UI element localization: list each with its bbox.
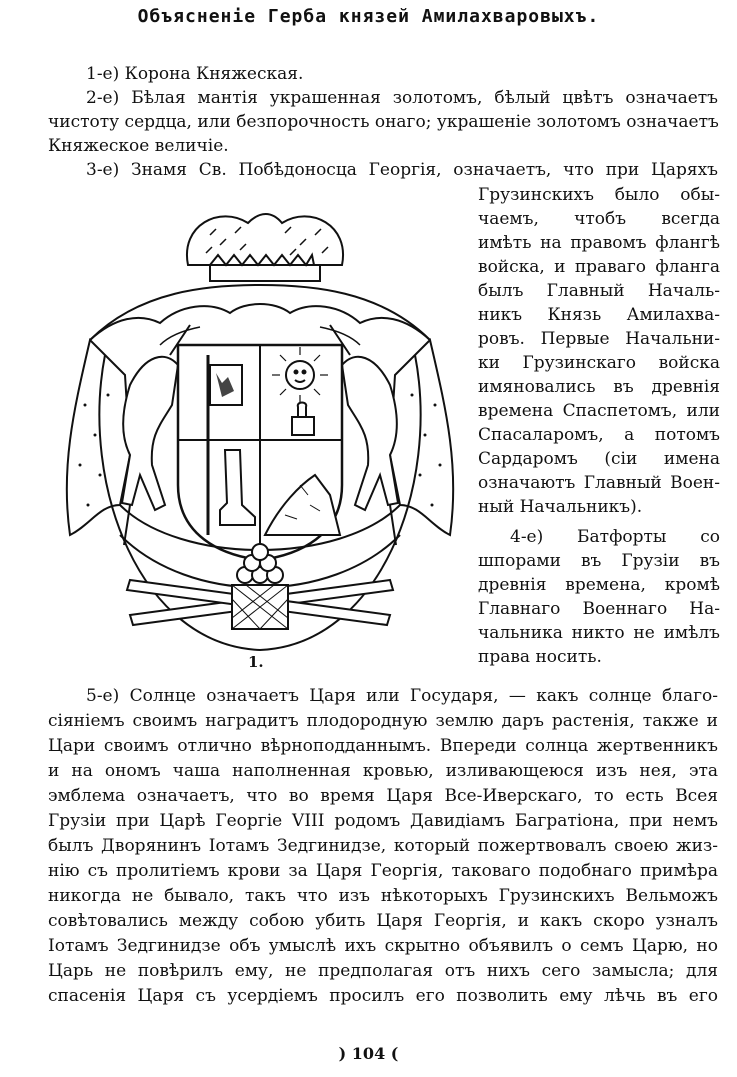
text-line: совѣтовались между собою убить Царя Георгія, и какъ скоро узналъ	[48, 911, 718, 931]
column-line: древнія времена, кромѣ	[478, 575, 720, 595]
text-line: нію съ пролитіемъ крови за Царя Георгія, таковаго подобнаго примѣра	[48, 861, 718, 881]
text-line: спасенія Царя съ усердіемъ просилъ его позволить ему лѣчь въ его	[48, 986, 718, 1006]
column-line: Грузинскихъ было обы-	[478, 185, 720, 205]
column-line: имяновались въ древнія	[478, 377, 720, 397]
column-line: ровъ. Первые Начальни-	[478, 329, 720, 349]
text-line: эмблема означаетъ, что во время Царя Все-Иверскаго, то есть Всея	[48, 786, 718, 806]
column-line: права носить.	[478, 647, 602, 667]
sun-icon	[286, 361, 314, 389]
text-line: и на ономъ чаша наполненная кровью, изливающеюся изъ нея, эта	[48, 761, 718, 781]
text-line: сіяніемъ своимъ наградитъ плодородную землю даръ растенія, также и	[48, 711, 718, 731]
text-line: Грузіи при Царѣ Георгіе VIII родомъ Давидіамъ Багратіона, при немъ	[48, 811, 718, 831]
column-line: Главнаго Военнаго На-	[478, 599, 720, 619]
column-line: чаемъ, чтобъ всегда	[478, 209, 720, 229]
column-line: ный Начальникъ).	[478, 497, 643, 517]
text-line: никогда не бывало, такъ что изъ нѣкоторыхъ Грузинскихъ Вельможъ	[48, 886, 718, 906]
figure-caption: 1.	[248, 653, 264, 671]
text-line: 2-е) Бѣлая мантія украшенная золотомъ, бѣлый цвѣтъ означаетъ	[86, 88, 718, 108]
column-line: Спасаларомъ, а потомъ	[478, 425, 720, 445]
column-line: чальника никто не имѣлъ	[478, 623, 720, 643]
text-line: Іотамъ Зедгинидзе объ умыслѣ ихъ скрытно объявилъ о семъ Царю, но	[48, 936, 718, 956]
right-unicorn-icon	[342, 357, 398, 510]
column-line: ки Грузинскаго войска	[478, 353, 720, 373]
left-unicorn-icon	[122, 357, 178, 510]
column-line: Сардаромъ (сіи имена	[478, 449, 720, 469]
coat-of-arms-illustration	[60, 205, 460, 660]
text-line: Цари своимъ отлично вѣрноподданнымъ. Впереди солнца жертвенникъ	[48, 736, 718, 756]
column-line: имѣть на правомъ флангѣ	[478, 233, 720, 253]
text-line: Княжеское величіе.	[48, 136, 229, 156]
column-line: никъ Князь Амилахва-	[478, 305, 720, 325]
column-line: означаютъ Главный Воен-	[478, 473, 720, 493]
column-line: былъ Главный Началь-	[478, 281, 720, 301]
column-line: войска, и праваго фланга	[478, 257, 720, 277]
column-line: шпорами въ Грузіи въ	[478, 551, 720, 571]
page-title: Объясненіе Герба князей Амилахваровыхъ.	[137, 6, 600, 27]
text-line: 5-е) Солнце означаетъ Царя или Государя, — какъ солнце благо-	[86, 686, 718, 706]
text-line: чистоту сердца, или безпорочность онаго; украшеніе золотомъ означаетъ	[48, 112, 719, 132]
column-line: времена Спаспетомъ, или	[478, 401, 720, 421]
page-number: ) 104 (	[338, 1044, 399, 1063]
text-line: былъ Дворянинъ Іотамъ Зедгинидзе, который пожертвовалъ своею жиз-	[48, 836, 718, 856]
column-line: 4-е) Батфорты со	[510, 527, 720, 547]
text-line: 1-е) Корона Княжеская.	[86, 64, 304, 84]
text-line: Царь не повѣрилъ ему, не предполагая отъ нихъ сего замысла; для	[48, 961, 718, 981]
text-line: 3-е) Знамя Св. Побѣдоносца Георгія, означаетъ, что при Царяхъ	[86, 160, 718, 180]
